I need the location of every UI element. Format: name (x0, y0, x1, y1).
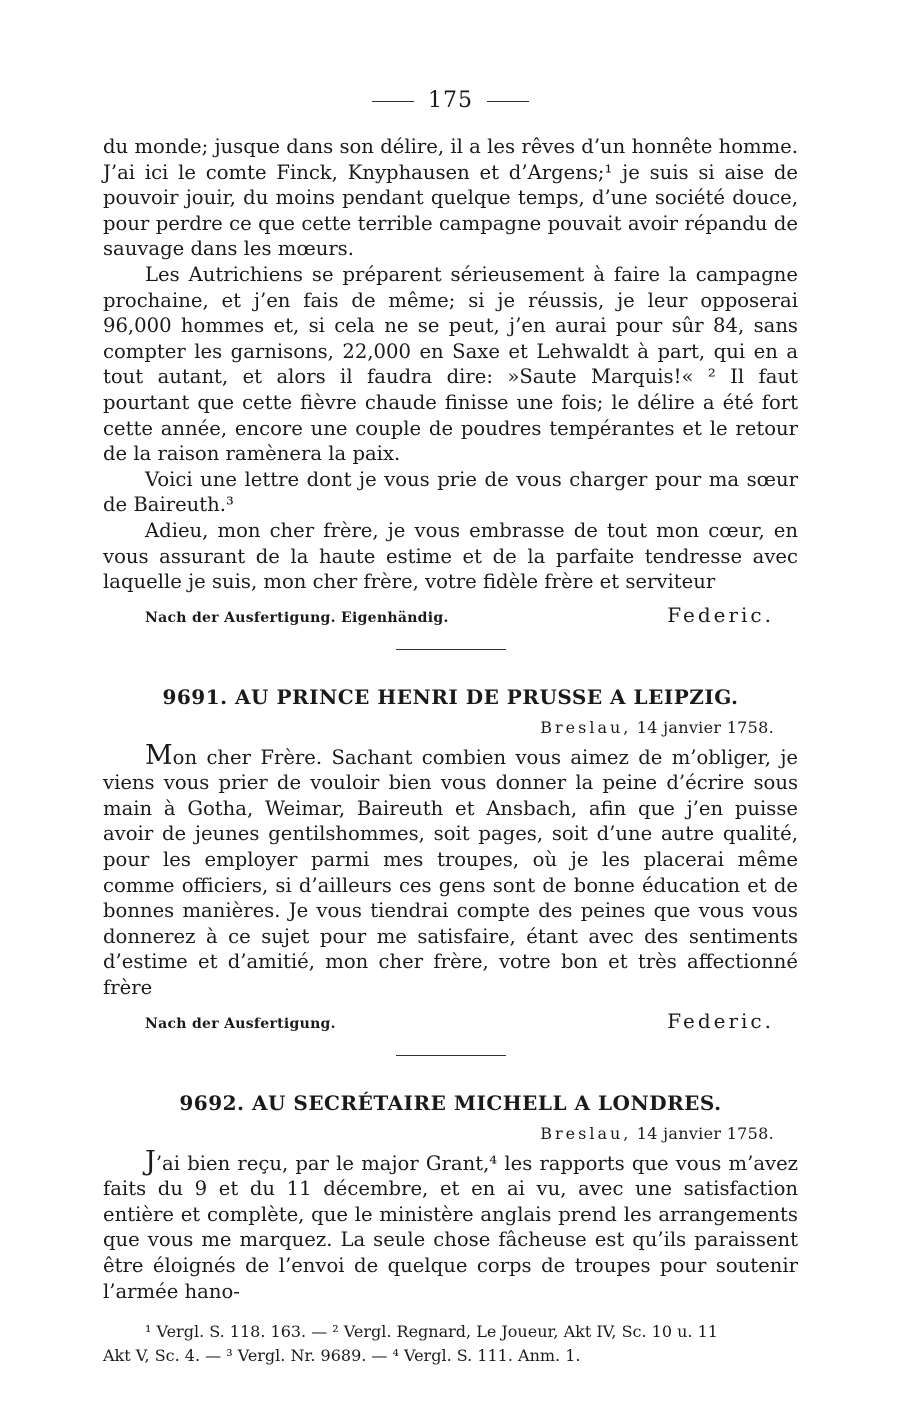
footnotes (103, 1320, 798, 1368)
letter-heading: 9691. AU PRINCE HENRI DE PRUSSE A LEIPZIG. (162, 684, 739, 709)
dateline-place: Breslau, (540, 1123, 632, 1143)
footnote-line: Akt V, Sc. 4. — ³ Vergl. Nr. 9689. — ⁴ Vergl. S. 111. Anm. 1. (103, 1346, 581, 1366)
source-note: Nach der Ausfertigung. Eigenhändig. (145, 609, 449, 626)
continuation-paragraph-4: Adieu, mon cher frère, je vous embrasse de tout mon cœur, en vous assurant de la haute estime et de la parfaite tendresse avec laquelle je suis, mon cher frère, votre fidèle frère et serviteur (103, 518, 798, 594)
letter-9691 (103, 684, 798, 1033)
header-dash-right (487, 101, 529, 102)
dateline-place: Breslau, (540, 717, 632, 737)
signature-row (103, 1009, 798, 1033)
dateline-date: 14 janvier 1758. (636, 717, 774, 737)
initial-letter: M (145, 739, 173, 771)
continuation-paragraph-2: Les Autrichiens se préparent sérieusement à faire la campagne prochaine, et j’en fais de même; si je réussis, je leur opposerai 96,000 hommes et, si cela ne se peut, j’en aurai pour sûr 84, sans compter les garnisons, 22,000 en Saxe et Lehwaldt à part, qui en a tout autant, et alors il faudra dire: »Saute Marquis!« ² Il faut pourtant que cette fièvre chaude finisse une fois; le délire a été fort cette année, encore une couple de poudres tempérantes et le retour de la raison ramènera la paix. (103, 262, 798, 466)
page-header (103, 88, 798, 114)
dateline (103, 718, 798, 737)
letter-body (103, 1145, 798, 1305)
letter-9692 (103, 1090, 798, 1305)
dateline (103, 1124, 798, 1143)
letter-body-text: on cher Frère. Sachant combien vous aimez de m’obliger, je viens vous prier de vouloir bien vous donner la peine d’écrire sous main à Gotha, Weimar, Baireuth et Ansbach, afin que j’en puisse avoir de jeunes gentilshommes, soit pages, soit d’une autre qualité, pour les employer parmi mes troupes, où je les placerai même comme officiers, si d’ailleurs ces gens sont de bonne éducation et de bonnes manières. Je vous tiendrai compte des peines que vous vous donnerez à ce sujet pour me satisfaire, étant avec des sentiments d’estime et d’amitié, mon cher frère, votre bon et très affectionné frère (103, 745, 798, 1000)
letter-body (103, 739, 798, 1001)
section-divider (396, 1055, 506, 1056)
letter-heading: 9692. AU SECRÉTAIRE MICHELL A LONDRES. (179, 1090, 722, 1115)
source-note: Nach der Ausfertigung. (145, 1015, 336, 1032)
continuation-paragraph-1: du monde; jusque dans son délire, il a les rêves d’un honnête homme. J’ai ici le comte Finck, Knyphausen et d’Argens;¹ je suis si aise de pouvoir jouir, du moins pendant quelque temps, d’une société douce, pour perdre ce que cette terrible campagne pouvait avoir répandu de sauvage dans les mœurs. (103, 135, 798, 261)
letter-continuation (103, 134, 798, 627)
footnote-line: ¹ Vergl. S. 118. 163. — ² Vergl. Regnard, Le Joueur, Akt IV, Sc. 10 u. 11 (145, 1322, 718, 1342)
signature-row (103, 603, 798, 627)
section-divider (396, 649, 506, 650)
continuation-paragraph-3: Voici une lettre dont je vous prie de vous charger pour ma sœur de Baireuth.³ (103, 467, 798, 517)
header-dash-left (372, 101, 414, 102)
signature: Federic. (667, 602, 774, 627)
signature: Federic. (667, 1008, 774, 1033)
letter-body-text: ’ai bien reçu, par le major Grant,⁴ les rapports que vous m’avez faits du 9 et du 11 décembre, et en ai vu, avec une satisfaction entière et complète, que le ministère anglais prend les arrangements que vous me marquez. La seule chose fâcheuse est qu’ils paraissent être éloignés de l’envoi de quelque corps de troupes pour soutenir l’armée hano- (103, 1151, 798, 1303)
initial-letter: J (145, 1145, 156, 1177)
dateline-date: 14 janvier 1758. (636, 1123, 774, 1143)
page-number: 175 (428, 88, 473, 113)
